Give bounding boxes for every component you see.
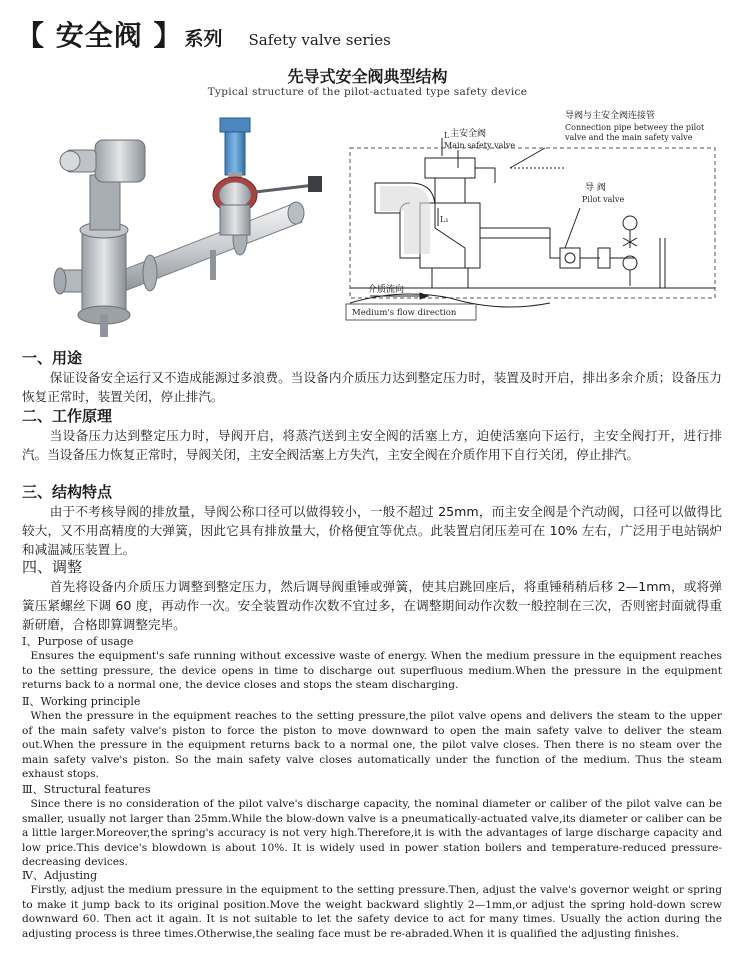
label-flow-en: Medium's flow direction (352, 308, 457, 318)
label-l1: L₁ (440, 215, 449, 224)
cn-section-principle (22, 406, 722, 464)
en-text-principle: When the pressure in the equipment reaches to the setting pressure,the pilot valve opens and delivers the steam to the upper of the main safety valve's piston to force the piston to move downward to open the main safety valve to deliver the steam out.When the pressure in the equipment returns back to a normal one, the pilot valve closes. Then there is no steam over the main safety valve's piston. So the main safety valve closes automatically under the function of the medium. Thus the steam exhaust stops. (22, 710, 722, 780)
en-section-adjusting (22, 868, 722, 941)
series-label-cn: 系列 (184, 28, 223, 50)
cn-text-principle: 当设备压力达到整定压力时，导阀开启，将蒸汽送到主安全阀的活塞上方，迫使活塞向下运行，主安全阀打开，进行排汽。当设备压力恢复正常时，导阀关闭，主安全阀活塞上方失汽，主安全阀在介质作用下自行关闭，停止排汽。 (22, 428, 722, 462)
cn-heading-principle: 二、工作原理 (22, 407, 113, 425)
cn-heading-features: 三、结构特点 (22, 483, 113, 501)
en-text-adjusting: Firstly, adjust the medium pressure in the equipment to the setting pressure.Then, adjust the valve's governor weight or spring to make it jump back to its original position.Move the weight backward slightly 2—1mm,or adjust the spring hold-down screw downward 60. Then act it again. It is not suitable to let the safety device to act for many times. Usually the action during the adjusting process is three times.Otherwise,the sealing face must be re-abraded.When it is qualified the adjusting finishes. (22, 884, 722, 940)
label-main-valve-cn: 主安全阀 (450, 129, 487, 139)
label-pilot-en: Pilot valve (582, 195, 625, 204)
en-heading-principle: Ⅱ、Working principle (22, 695, 141, 708)
label-main-valve-en: Main safety valve (444, 141, 516, 150)
cn-section-adjusting (22, 557, 722, 634)
label-pipe-en-2: valve and the main safety valve (565, 133, 693, 142)
brand-title: 【 安全阀 】 (16, 19, 183, 52)
series-label-en: Safety valve series (248, 31, 391, 49)
en-section-features (22, 782, 722, 870)
en-section-purpose (22, 634, 722, 693)
cn-heading-adjusting: 四、调整 (22, 558, 83, 576)
cn-text-purpose: 保证设备安全运行又不造成能源过多浪费。当设备内介质压力达到整定压力时，装置及时开启，排出多余介质；设备压力恢复正常时，装置关闭，停止排汽。 (22, 370, 722, 404)
cn-section-purpose (22, 348, 722, 406)
label-pipe-cn: 导阀与主安全阀连接管 (565, 111, 656, 121)
label-pipe-en-1: Connection pipe betweey the pilot (565, 123, 705, 132)
cn-section-features (22, 482, 722, 559)
figure-title: 先导式安全阀典型结构 (287, 67, 448, 86)
cn-heading-purpose: 一、用途 (22, 349, 83, 367)
page-header (16, 14, 391, 54)
cn-text-features: 由于不考核导阀的排放量，导阀公称口径可以做得较小，一般不超过 25mm，而主安全阀是个汽动阀，口径可以做得比较大，又不用高精度的大弹簧，因此它具有排放量大，价格便宜等优点。此装置启闭压差可在 10% 左右，广泛用于电站锅炉和减温减压装置上。 (22, 504, 722, 557)
en-heading-adjusting: Ⅳ、Adjusting (22, 869, 98, 882)
label-l: L (444, 131, 450, 140)
label-flow-cn: 介质流向 (368, 285, 405, 295)
en-text-purpose: Ensures the equipment's safe running without excessive waste of energy. When the medium pressure in the equipment reaches to the setting pressure, the device opens in time to discharge out superfluous medium.When the pressure in the equipment returns back to a normal one, the device closes and stops the steam discharging. (22, 650, 722, 691)
label-pilot-cn: 导 阀 (585, 183, 606, 193)
en-text-features: Since there is no consideration of the pilot valve's discharge capacity, the nominal diameter or caliber of the pilot valve can be smaller, usually not larger than 25mm.While the blow-down valve is a pneumatically-actuated valve,its diameter or caliber can be a little larger.Moreover,the spring's accuracy is not very high.Therefore,it is with the advantages of large discharge capacity and low price.This device's blowdown is about 10%. It is widely used in power station boilers and temperature-reduced pressure-decreasing devices. (22, 798, 722, 868)
product-photo (40, 110, 340, 345)
en-heading-features: Ⅲ、Structural features (22, 783, 151, 796)
figure-subtitle: Typical structure of the pilot-actuated type safety device (207, 86, 528, 98)
en-section-principle (22, 694, 722, 782)
cn-text-adjusting: 首先将设备内介质压力调整到整定压力，然后调导阀重锤或弹簧，使其启跳回座后，将重锤稍稍后移 2—1mm，或将弹簧压紧螺丝下调 60 度，再动作一次。安全装置动作次数不宜过多，在调整期间动作次数一般控制在三次，否则密封面就得重新研磨，合格即算调整完毕。 (22, 579, 722, 632)
structure-diagram (340, 108, 725, 348)
en-heading-purpose: Ⅰ、Purpose of usage (22, 635, 134, 648)
